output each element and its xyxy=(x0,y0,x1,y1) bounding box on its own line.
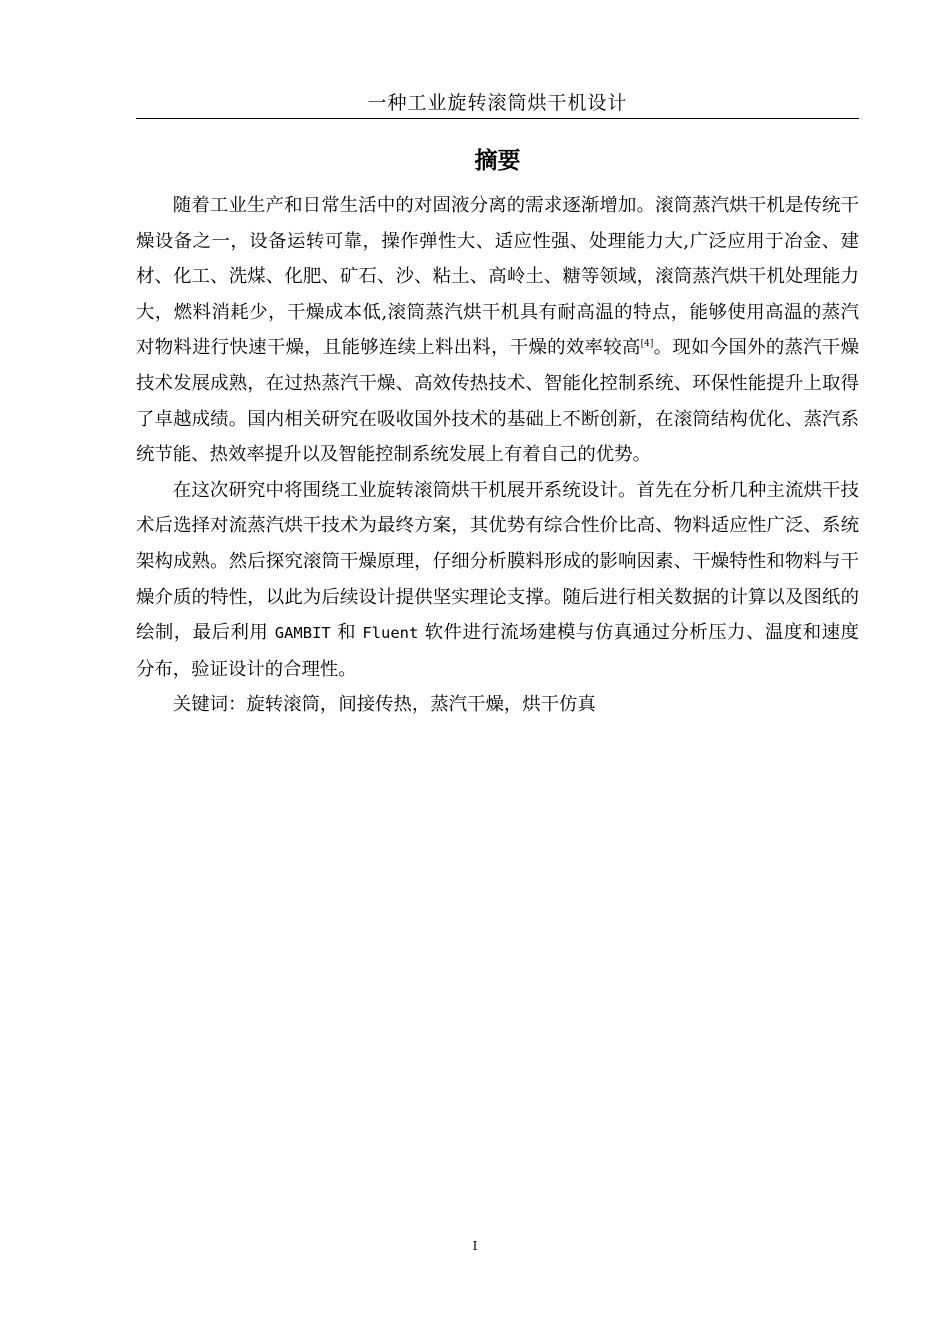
abstract-body xyxy=(136,188,859,723)
page-number: I xyxy=(472,1239,478,1253)
paragraph-1-text-b: 。现如今国外的蒸汽干燥技术发展成熟，在过热蒸汽干燥、高效传热技术、智能化控制系统、环保性能提升上取得了卓越成绩。国内相关研究在吸收国外技术的基础上不断创新，在滚筒结构优化、蒸汽系统节能、热效率提升以及智能控制系统发展上有着自己的优势。 xyxy=(136,337,859,466)
paragraph-2-text-a: 在这次研究中将围绕工业旋转滚筒烘干机展开系统设计。首先在分析几种主流烘干技术后选择对流蒸汽烘干技术为最终方案，其优势有综合性价比高、物料适应性广泛、系统架构成熟。然后探究滚筒干燥原理，仔细分析膜料形成的影响因素、干燥特性和物料与干燥介质的特性，以此为后续设计提供坚实理论支撑。随后进行相关数据的计算以及图纸的绘制，最后利用 xyxy=(136,479,859,644)
software-name-fluent: Fluent xyxy=(362,624,419,643)
document-title: 一种工业旋转滚筒烘干机设计 xyxy=(367,92,628,114)
paragraph-1-text-a: 随着工业生产和日常生活中的对固液分离的需求逐渐增加。滚筒蒸汽烘干机是传统干燥设备之一，设备运转可靠，操作弹性大、适应性强、处理能力大,广泛应用于冶金、建材、化工、洗煤、化肥、矿石、沙、粘土、高岭土、糖等领域，滚筒蒸汽烘干机处理能力大，燃料消耗少，干燥成本低,滚筒蒸汽烘干机具有耐高温的特点，能够使用高温的蒸汽对物料进行快速干燥，且能够连续上料出料，干燥的效率较高 xyxy=(136,195,859,359)
abstract-paragraph-1 xyxy=(136,188,859,473)
software-name-gambit: GAMBIT xyxy=(274,624,331,643)
keywords-line: 关键词：旋转滚筒，间接传热，蒸汽干燥，烘干仿真 xyxy=(172,694,596,716)
abstract-heading: 摘要 xyxy=(474,148,521,174)
citation-reference: [4] xyxy=(640,339,654,350)
paragraph-2-text-b: 和 xyxy=(330,622,363,644)
page-header xyxy=(136,88,859,119)
paragraph-2-text-c: 软件进行流场建模与仿真通过分析压力、温度和速度分布，验证设计的合理性。 xyxy=(136,622,859,680)
abstract-paragraph-2 xyxy=(136,473,859,688)
